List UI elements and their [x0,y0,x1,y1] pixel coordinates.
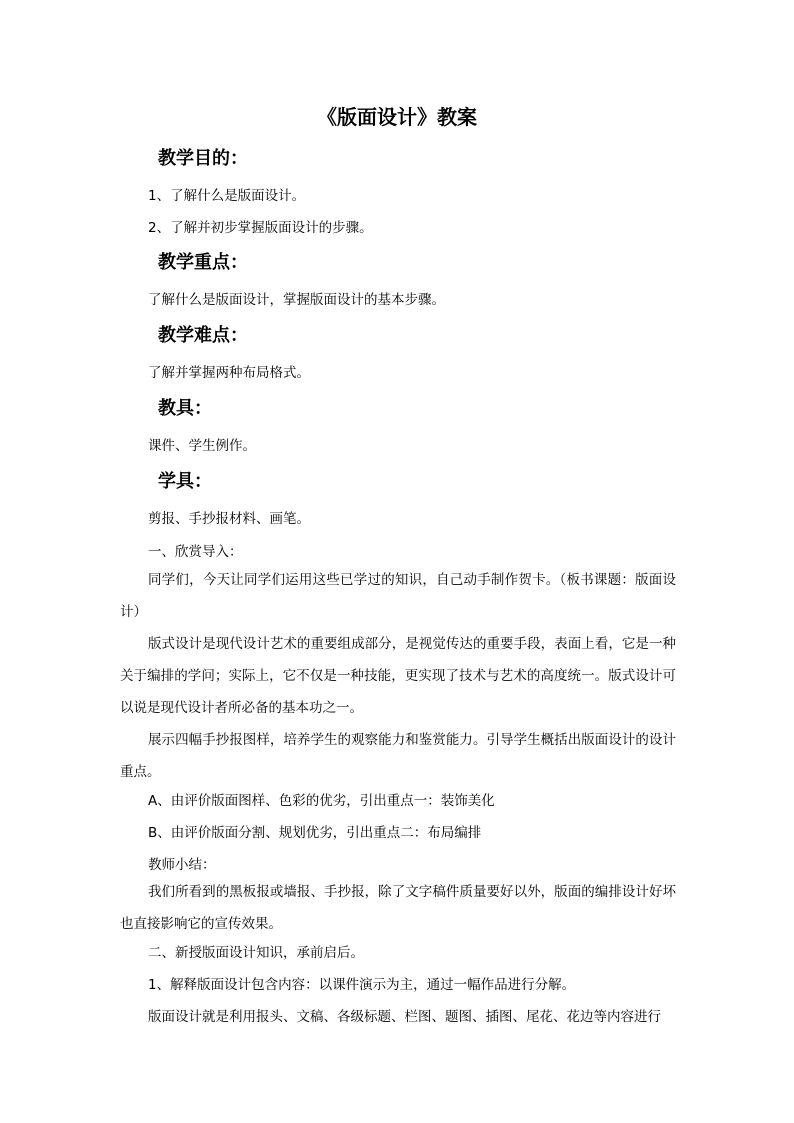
paragraph-5: 版面设计就是利用报头、文稿、各级标题、栏图、题图、插图、尾花、花边等内容进行 [148,1009,661,1025]
learning-aids-heading: 学具： [158,471,212,492]
key-points-heading: 教学重点： [158,252,248,273]
section-2-item-1: 1、解释版面设计包含内容：以课件演示为主，通过一幅作品进行分解。 [148,977,576,993]
teaching-aids-text: 课件、学生例作。 [148,438,256,454]
section-2-heading: 二、新授版面设计知识，承前启后。 [148,945,364,961]
point-a: A、由评价版面图样、色彩的优劣，引出重点一：装饰美化 [148,793,495,809]
paragraph-3: 展示四幅手抄报图样，培养学生的观察能力和鉴赏能力。引导学生概括出版面设计的设计重点。 [120,732,676,780]
objective-item-1: 1、了解什么是版面设计。 [148,188,306,204]
paragraph-1: 同学们，今天让同学们运用这些已学过的知识，自己动手制作贺卡。（板书课题：版面设计） [120,572,676,620]
teaching-aids-heading: 教具： [158,398,212,419]
difficulties-heading: 教学难点： [158,325,248,346]
key-points-text: 了解什么是版面设计，掌握版面设计的基本步骤。 [148,292,445,308]
paragraph-2: 版式设计是现代设计艺术的重要组成部分，是视觉传达的重要手段，表面上看，它是一种关于编排的学问；实际上，它不仅是一种技能，更实现了技术与艺术的高度统一。版式设计可以说是现代设计者所必备的基本功之一。 [120,636,676,716]
document-title: 《版面设计》教案 [317,105,477,129]
teacher-summary-label: 教师小结： [148,857,216,873]
objective-item-2: 2、了解并初步掌握版面设计的步骤。 [148,220,373,236]
section-1-heading: 一、欣赏导入： [148,544,243,560]
learning-aids-text: 剪报、手抄报材料、画笔。 [148,511,310,527]
point-b: B、由评价版面分割、规划优劣，引出重点二：布局编排 [148,825,482,841]
paragraph-4: 我们所看到的黑板报或墙报、手抄报，除了文字稿件质量要好以外，版面的编排设计好坏也直接影响它的宣传效果。 [120,884,676,932]
objectives-heading: 教学目的： [158,148,248,169]
difficulties-text: 了解并掌握两种布局格式。 [148,365,310,381]
